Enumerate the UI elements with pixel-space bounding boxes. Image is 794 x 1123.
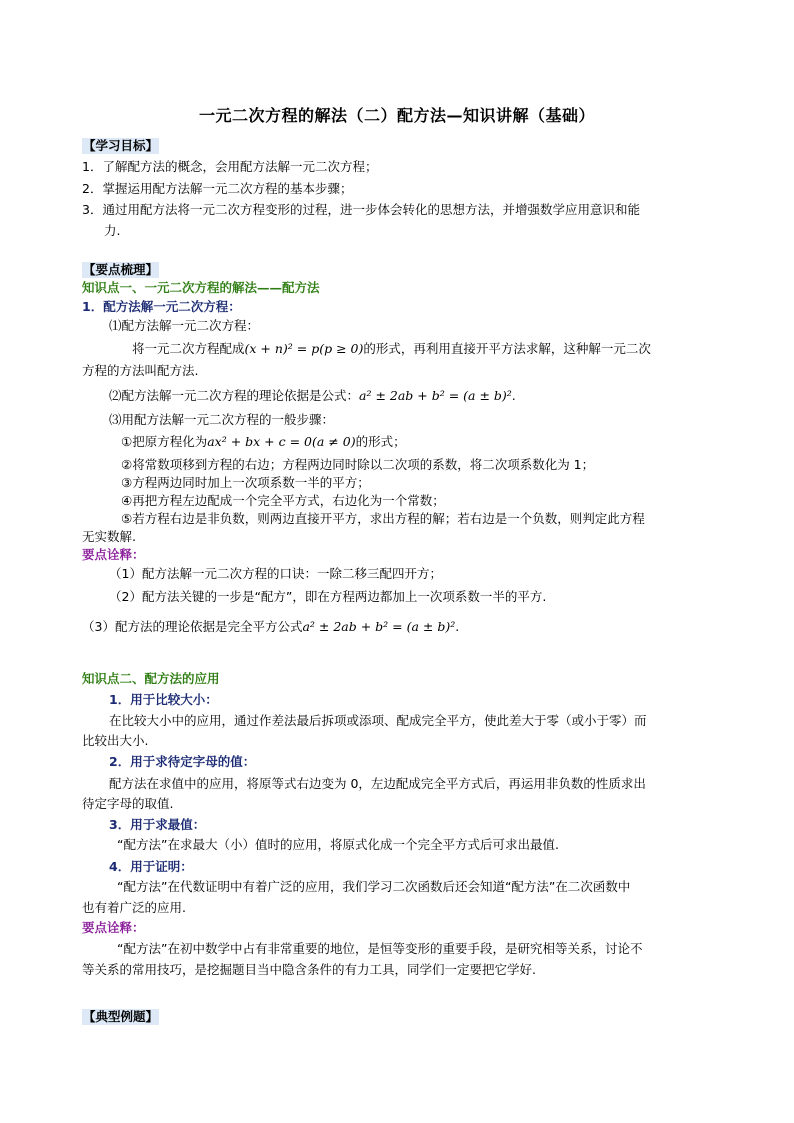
note-text: “配方法”在初中数学中占有非常重要的地位，是恒等变形的重要手段，是研究相等关系，讨论不 (117, 941, 643, 956)
application-text: “配方法”在求最大（小）值时的应用，将原式化成一个完全平方式后可求出最值. (117, 837, 559, 852)
application-text: 配方法在求值中的应用，将原等式右边变为 0，左边配成完全平方式后，再运用非负数的性质求出 (109, 776, 646, 791)
knowledge-point-2-title: 知识点二、配方法的应用 (82, 671, 220, 686)
application-title: 3．用于求最值： (109, 817, 206, 832)
step-2: ②将常数项移到方程的右边；方程两边同时除以二次项的系数，将二次项系数化为 1； (121, 457, 595, 472)
note-heading: 要点诠释： (82, 920, 145, 935)
note-item: （1）配方法解一元二次方程的口诀：一除二移三配四开方； (109, 566, 442, 581)
knowledge-point-1-title: 知识点一、一元二次方程的解法——配方法 (82, 280, 320, 295)
objective-item: 力. (104, 223, 121, 238)
step-3: ③方程两边同时加上一次项系数一半的平方； (121, 475, 370, 490)
objective-item: 1．了解配方法的概念，会用配方法解一元二次方程； (82, 159, 378, 174)
objective-item: 3．通过用配方法将一元二次方程变形的过程，进一步体会转化的思想方法，并增强数学应用意识和能 (82, 202, 640, 217)
application-text: 在比较大小中的应用，通过作差法最后拆项或添项、配成完全平方，使此差大于零（或小于零）而 (109, 713, 647, 728)
examples-heading: 【典型例题】 (83, 1009, 159, 1024)
subsection-title: 1．配方法解一元二次方程： (82, 299, 241, 314)
application-text: 比较出大小. (82, 733, 149, 748)
page-title: 一元二次方程的解法（二）配方法—知识讲解（基础） (198, 106, 595, 125)
note-text: 等关系的常用技巧，是挖掘题目当中隐含条件的有力工具，同学们一定要把它学好. (82, 962, 536, 977)
objective-item: 2．掌握运用配方法解一元二次方程的基本步骤； (82, 181, 353, 196)
step-4: ④再把方程左边配成一个完全平方式，右边化为一个常数； (121, 493, 445, 508)
application-text: 也有着广泛的应用. (82, 900, 186, 915)
point-1-line-continued: 方程的方法叫配方法. (82, 363, 199, 378)
step-1: ①把原方程化为ax² + bx + c = 0(a ≠ 0)的形式； (121, 434, 406, 449)
application-title: 4．用于证明： (109, 859, 193, 874)
step-5-continued: 无实数解. (82, 529, 136, 544)
point-3-label: ⑶用配方法解一元二次方程的一般步骤： (109, 412, 335, 427)
point-1-line: 将一元二次方程配成(x + n)² = p(p ≥ 0)的形式，再利用直接开平方法求解，这种解一元二次 (132, 341, 651, 356)
step-5: ⑤若方程右边是非负数，则两边直接开平方，求出方程的解；若右边是一个负数，则判定此方程 (121, 511, 645, 526)
formula-square-identity: a² ± 2ab + b² = (a ± b)² (302, 619, 456, 634)
note-item: （2）配方法关键的一步是“配方”，即在方程两边都加上一次项系数一半的平方. (109, 589, 547, 604)
application-title: 2．用于求待定字母的值： (109, 754, 256, 769)
objectives-heading: 【学习目标】 (83, 138, 159, 153)
application-text: “配方法”在代数证明中有着广泛的应用，我们学习二次函数后还会知道“配方法”在二次函数中 (117, 879, 631, 894)
summary-heading: 【要点梳理】 (83, 262, 159, 277)
application-title: 1．用于比较大小： (109, 692, 218, 707)
note-heading: 要点诠释： (82, 547, 145, 562)
note-item: （3）配方法的理论依据是完全平方公式a² ± 2ab + b² = (a ± b)². (82, 619, 460, 634)
point-1-label: ⑴配方法解一元二次方程： (109, 318, 260, 333)
application-text: 待定字母的取值. (82, 796, 174, 811)
point-2-line: ⑵配方法解一元二次方程的理论依据是公式：a² ± 2ab + b² = (a ± b)². (109, 388, 516, 403)
formula-square-identity: a² ± 2ab + b² = (a ± b)². (359, 388, 516, 403)
formula-standard-form: ax² + bx + c = 0(a ≠ 0) (207, 434, 356, 449)
formula-complete-square: (x + n)² = p(p ≥ 0) (244, 341, 364, 356)
